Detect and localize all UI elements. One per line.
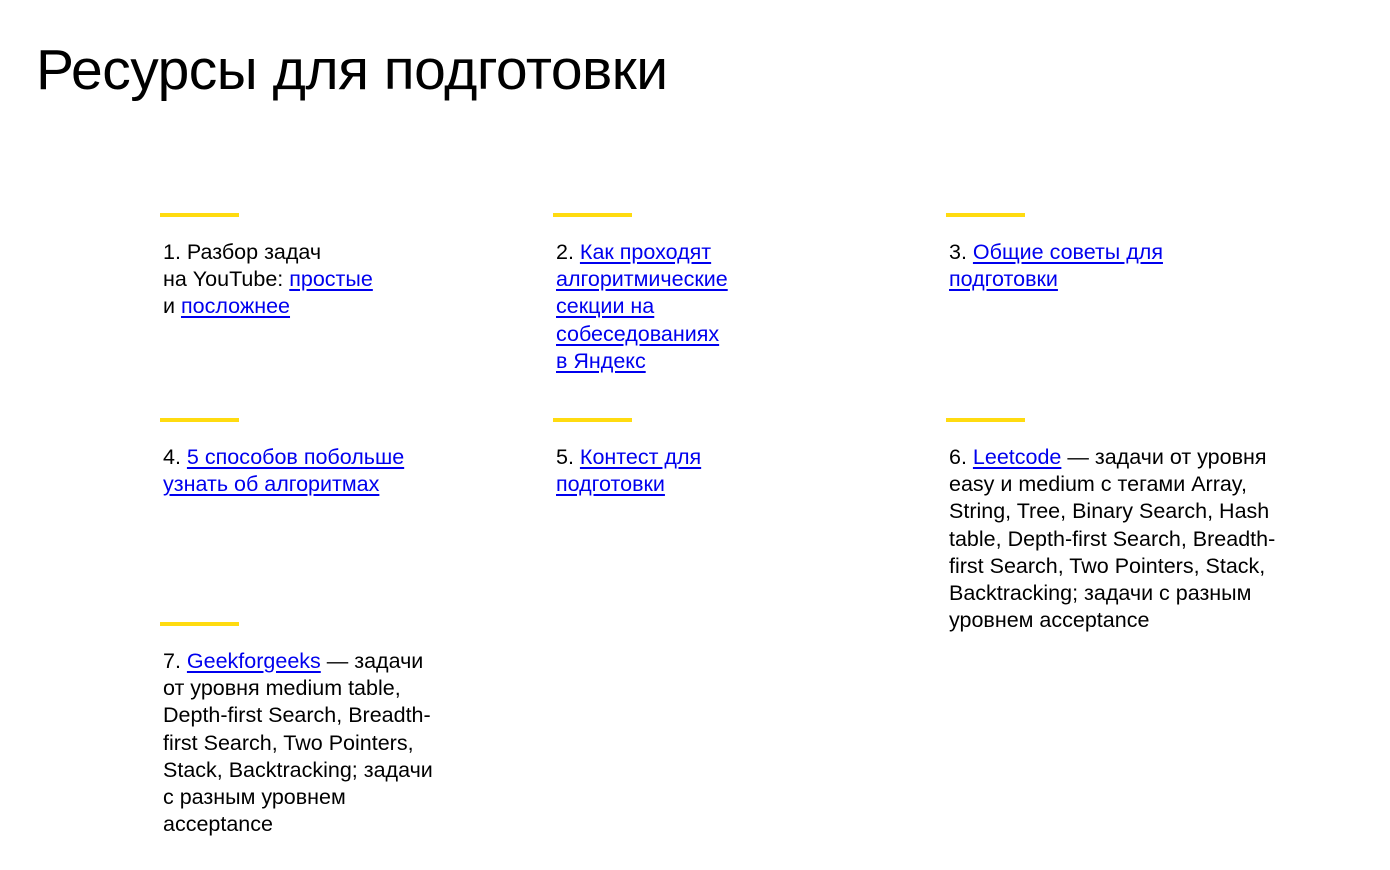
link-simple-tasks[interactable]: простые <box>289 267 373 292</box>
resource-item-5 <box>556 418 916 498</box>
resource-item-6 <box>949 418 1309 634</box>
link-general-tips[interactable]: Общие советы для подготовки <box>949 240 1163 292</box>
accent-bar <box>553 213 632 217</box>
resource-item-2 <box>556 213 916 375</box>
item-text: Разбор задач на YouTube: <box>163 240 322 292</box>
resource-text <box>949 444 1309 634</box>
item-number: 7. <box>163 649 181 673</box>
accent-bar <box>946 418 1025 422</box>
resource-text <box>949 239 1309 293</box>
link-harder-tasks[interactable]: посложнее <box>180 294 291 319</box>
resource-text <box>163 648 523 838</box>
link-leetcode[interactable]: Leetcode <box>972 445 1062 469</box>
resource-text <box>556 444 916 498</box>
resource-item-3 <box>949 213 1309 293</box>
link-practice-contest[interactable]: Контест для подготовки <box>556 445 702 497</box>
link-geekforgeeks[interactable]: Geekforgeeks <box>186 649 321 673</box>
link-algorithm-interviews[interactable]: Как проходят алгоритмические секции на собеседованиях в Яндекс <box>556 240 728 373</box>
accent-bar <box>160 418 239 422</box>
accent-bar <box>946 213 1025 217</box>
accent-bar <box>553 418 632 422</box>
accent-bar <box>160 622 239 626</box>
item-description: — задачи от уровня medium table, Depth-first Search, Breadth- first Search, Two Pointers, Stack, Backtracking; задачи с разным уровнем acceptance <box>163 649 433 837</box>
resource-item-1 <box>163 213 523 321</box>
accent-bar <box>160 213 239 217</box>
item-number: 2. <box>556 240 574 264</box>
link-five-ways-algorithms[interactable]: 5 способов побольше узнать об алгоритмах <box>163 445 405 497</box>
resource-item-4 <box>163 418 523 498</box>
resource-item-7 <box>163 622 523 838</box>
resource-text <box>163 444 523 498</box>
item-number: 6. <box>949 445 967 469</box>
item-number: 5. <box>556 445 574 469</box>
item-number: 4. <box>163 445 181 469</box>
resource-text <box>163 239 523 321</box>
page-title: Ресурсы для подготовки <box>36 38 668 102</box>
item-text: и <box>163 294 176 319</box>
resource-text <box>556 239 916 375</box>
item-number: 1. <box>163 240 181 264</box>
item-number: 3. <box>949 240 967 264</box>
item-description: — задачи от уровня easy и medium с тегами Array, String, Tree, Binary Search, Hash table, Depth-first Search, Breadth- first Search, Two Pointers, Stack, Backtracking; задачи с разным уровнем acceptance <box>949 445 1276 633</box>
